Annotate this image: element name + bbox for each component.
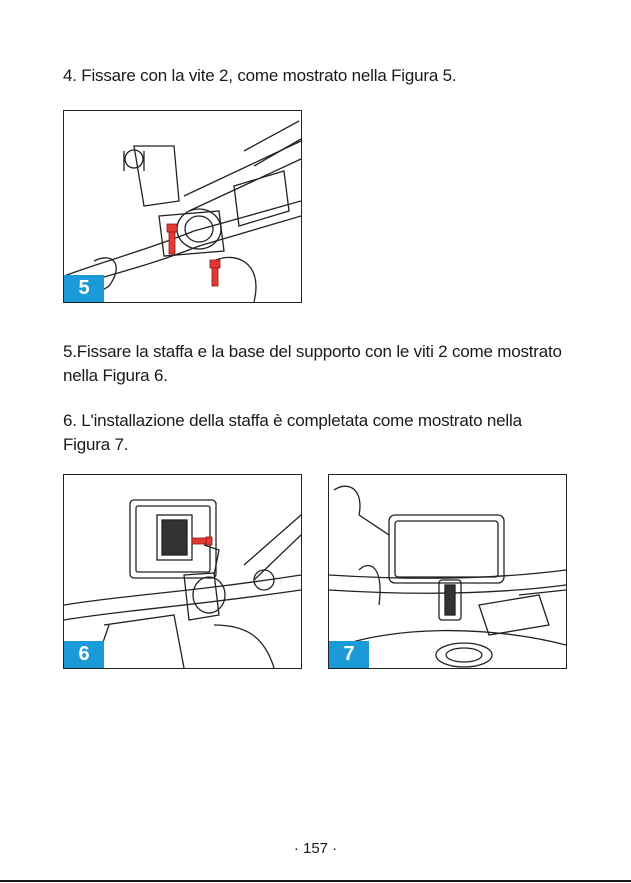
step-6-text: 6. L'installazione della staffa è completata come mostrato nella Figura 7. [63, 411, 522, 454]
figure-5 [63, 110, 302, 303]
figure-7 [328, 474, 567, 669]
step-5-text: 5.Fissare la staffa e la base del supporto con le viti 2 come mostrato nella Figura 6. [63, 342, 562, 385]
page-number: · 157 · [293, 840, 338, 857]
figure-5-label: 5 [64, 275, 104, 302]
figure-6-illustration [64, 475, 301, 668]
step-4-text: 4. Fissare con la vite 2, come mostrato nella Figura 5. [63, 66, 457, 85]
figure-5-illustration [64, 111, 301, 302]
figure-7-label: 7 [329, 641, 369, 668]
figure-6-label: 6 [64, 641, 104, 668]
bottom-rule [0, 880, 631, 882]
figure-7-illustration [329, 475, 566, 668]
figure-6 [63, 474, 302, 669]
